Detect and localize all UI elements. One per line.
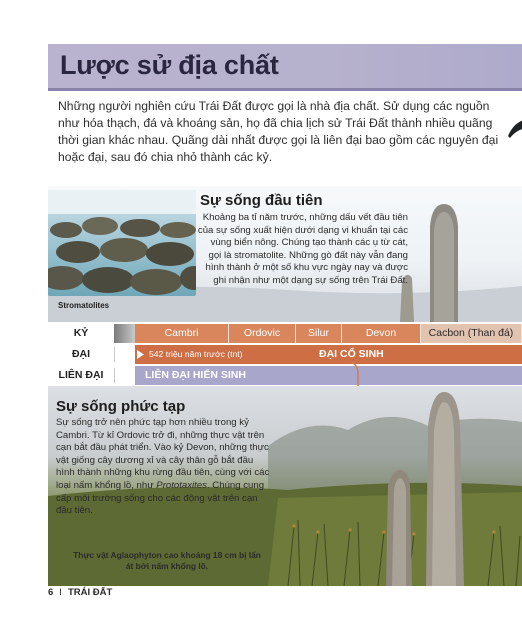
stromatolite-caption: Stromatolites — [58, 301, 110, 310]
page-number: 6 — [48, 587, 54, 598]
eon-row-separator — [114, 368, 115, 383]
complex-life-heading: Sự sống phức tạp — [56, 398, 186, 415]
early-life-text: Khoảng ba tỉ năm trước, những dấu vết đầu tiên của sự sống xuất hiện dưới dạng vi khuẩn tại các vùng biển nông. Chúng tạo thành các ụ từ cát, gọi là stromatolite. Những gò đất này vẫn đang hình thành ở một số khu vực ngày nay và được ghi nhận như một dạng sự sống trên Trái Đất. — [197, 212, 408, 286]
eon-bar — [135, 366, 522, 385]
early-life-heading: Sự sống đầu tiên — [200, 192, 323, 209]
pterosaur-wing-decoration — [506, 112, 522, 142]
stromatolite-photo — [48, 190, 196, 296]
period-devonian: Devon — [342, 324, 421, 343]
precambrian-block — [114, 324, 135, 343]
eon-name: LIÊN ĐẠI HIỂN SINH — [145, 369, 246, 381]
era-start-note: 542 triệu năm trước (tnt) — [149, 349, 243, 359]
period-row-label: KỶ — [73, 327, 89, 339]
era-name: ĐẠI CỔ SINH — [319, 348, 384, 360]
page-footer — [48, 587, 112, 598]
complex-life-text-after: . Chúng cung cấp môi trường sống cho các động vật trên cạn đầu tiên. — [56, 479, 265, 517]
footer-separator: I — [59, 587, 62, 598]
stromatolite-photo-art — [48, 190, 196, 296]
devon-connector-icon — [350, 362, 366, 388]
prototaxites-term: Prototaxites — [156, 479, 207, 491]
period-carboniferous: Cacbon (Than đá) — [421, 324, 522, 343]
era-row-separator — [114, 347, 115, 362]
era-row-label: ĐẠI — [71, 348, 91, 360]
era-start-arrow-icon — [137, 350, 144, 359]
book-title: TRÁI ĐẤT — [67, 587, 113, 598]
complex-life-text-before: Sự sống trở nên phức tạp hơn nhiều trong kỷ Cambri. Từ kỉ Ordovic trở đi, những thực vật trên cạn bắt đầu phát triển. Vào kỷ Devon, những thực vật giống cây dương xỉ và cây thân gỗ bắt đầu hình thành những khu rừng đầu tiên, cùng với các loại nấm khổng lồ, như — [56, 417, 270, 491]
complex-life-text — [56, 417, 270, 518]
timeline-eon-row — [48, 366, 522, 385]
period-silurian: Silur — [296, 324, 342, 343]
period-cambrian: Cambri — [135, 324, 229, 343]
page-title: Lược sử địa chất — [60, 50, 279, 80]
era-bar — [135, 345, 522, 364]
plant-caption: Thực vật Aglaophyton cao khoảng 18 cm bị lấn át bởi nấm khổng lồ. — [73, 550, 261, 571]
intro-paragraph: Những người nghiên cứu Trái Đất được gọi là nhà địa chất. Sử dụng các nguồn như hóa thạch, đá và khoáng sản, họ đã chia lịch sử Trái Đất thành nhiều quãng thời gian khác nhau. Quãng dài nhất được gọi là liên đại bao gồm các nguyên đại hoặc đại, sau đó chia nhỏ thành các kỷ. — [58, 99, 499, 164]
eon-row-label: LIÊN ĐẠI — [58, 369, 104, 381]
timeline-period-row — [48, 324, 522, 343]
period-ordovician: Ordovic — [229, 324, 296, 343]
timeline-era-row — [48, 345, 522, 364]
